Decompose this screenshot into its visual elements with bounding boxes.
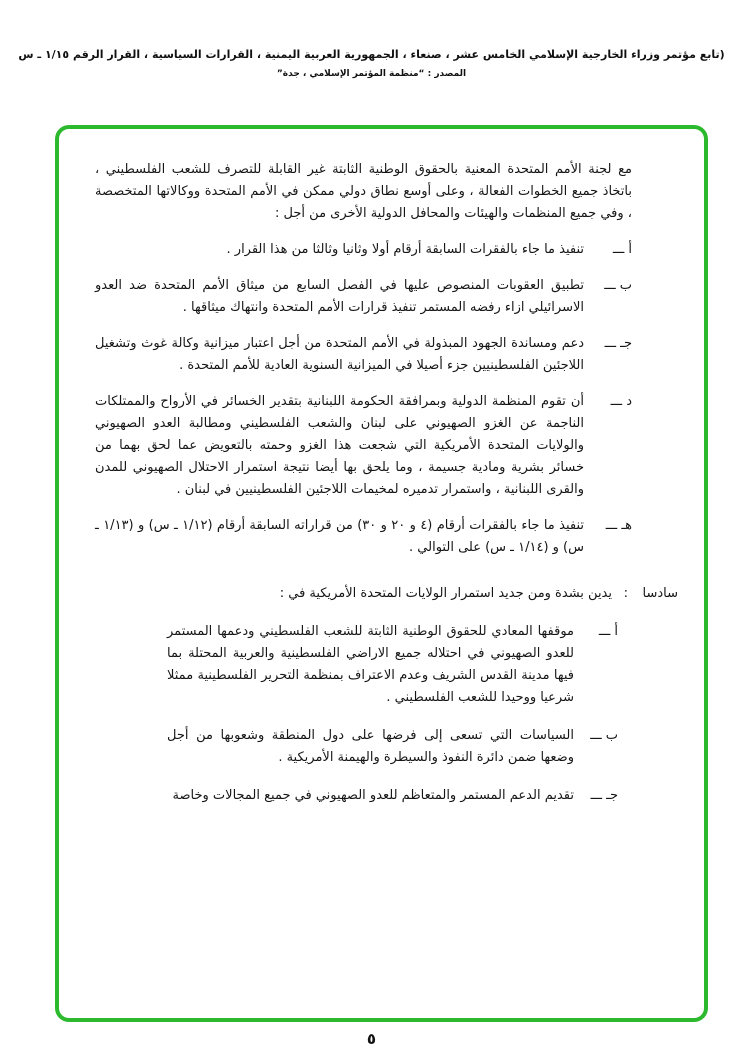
clause-marker: أ ـــ — [612, 242, 632, 257]
header-source: المصدر : “منظمة المؤتمر الإسلامي ، جدة” — [276, 69, 467, 79]
page-number: ٥ — [366, 1030, 377, 1048]
clause-text: موقفها المعادي للحقوق الوطنية الثابتة للشعب الفلسطيني ودعمها المستمر للعدو الصهيوني في احتلاله جميع الاراضي الفلسطينية والعربية المحتلة بما فيها مدينة القدس الشريف وعدم الاعتراف بمنظمة التحرير الفلسطينية ممثلا شرعيا ووحيدا للشعب الفلسطيني . — [167, 624, 574, 705]
clause-marker: د ـــ — [610, 394, 632, 409]
clause-text: السياسات التي تسعى إلى فرضها على دول المنطقة وشعوبها من أجل وضعها ضمن دائرة النفوذ والسيطرة والهيمنة الأمريكية . — [167, 728, 574, 765]
list-item — [95, 391, 632, 501]
intro-paragraph: مع لجنة الأمم المتحدة المعنية بالحقوق الوطنية الثابتة غير القابلة للتصرف للشعب الفلسطيني ، باتخاذ جميع الخطوات الفعالة ، وعلى أوسع نطاق دولي ممكن في الأمم المتحدة ووكالاتها المتخصصة ، وفي جميع المنظمات والهيئات والمحافل الدولية الأخرى من أجل : — [95, 162, 632, 221]
clause-text: تنفيذ ما جاء بالفقرات السابقة أرقام أولا وثانيا وثالثا من هذا القرار . — [226, 242, 584, 257]
clause-text: أن تقوم المنظمة الدولية وبمرافقة الحكومة اللبنانية بتقدير الخسائر في الأرواح والممتلكات الناجمة عن الغزو الصهيوني على لبنان والشعب الفلسطيني ومطالبة العدو الصهيوني والولايات المتحدة الأمريكية التي شجعت هذا الغزو وحمته بالتعويض عما لحق بهما من خسائر بشرية ومادية جسيمة ، وما يلحق بها أيضا نتيجة استمرار الاحتلال الصهيوني للمدن والقرى اللبنانية ، واستمرار تدميره لمخيمات اللاجئين الفلسطينيين في لبنان . — [95, 394, 584, 497]
section-text: يدين بشدة ومن جديد استمرار الولايات المتحدة الأمريكية في : — [279, 586, 612, 601]
clause-marker: جـ ـــ — [590, 788, 618, 803]
clause-marker: ب ـــ — [604, 278, 632, 293]
clause-text: دعم ومساندة الجهود المبذولة في الأمم المتحدة من أجل اعتبار ميزانية وكالة غوث وتشغيل اللاجئين الفلسطينيين جزء أصيلا في الميزانية السنوية العادية للأمم المتحدة . — [95, 336, 584, 373]
clause-text: تنفيذ ما جاء بالفقرات أرقام (٤ و ٢٠ و ٣٠) من قراراته السابقة أرقام (١/١٢ ـ س) و (١/١٣ ـ س) و (١/١٤ ـ س) على التوالي . — [95, 518, 584, 555]
clause-list — [95, 239, 632, 559]
section-label: سادسا — [642, 586, 678, 601]
list-item — [167, 785, 618, 807]
document-body — [59, 129, 704, 807]
list-item — [95, 515, 632, 559]
clause-marker: ب ـــ — [590, 728, 618, 743]
clause-marker: هـ ـــ — [605, 518, 632, 533]
list-item — [167, 725, 618, 769]
document-header — [0, 48, 743, 79]
list-item — [167, 621, 618, 709]
clause-text: تطبيق العقوبات المنصوص عليها في الفصل السابع من ميثاق الأمم المتحدة ضد العدو الاسرائيلي ازاء رفضه المستمر تنفيذ قرارات الأمم المتحدة وانتهاك ميثاقها . — [95, 278, 584, 315]
clause-marker: أ ـــ — [598, 624, 618, 639]
clause-text: تقديم الدعم المستمر والمتعاظم للعدو الصهيوني في جميع المجالات وخاصة — [172, 788, 574, 803]
header-title: (تابع مؤتمر وزراء الخارجية الإسلامي الخامس عشر ، صنعاء ، الجمهورية العربية اليمنية ، القرارات السياسية ، القرار الرقم ١/١٥ ـ س — [18, 48, 725, 61]
sub-clause-list — [167, 621, 618, 807]
list-item — [95, 275, 632, 319]
section-colon: : — [623, 586, 628, 601]
green-border-frame — [55, 125, 708, 1022]
list-item — [95, 239, 632, 261]
clause-marker: جـ ـــ — [604, 336, 632, 351]
list-item — [95, 333, 632, 377]
section-sixth — [95, 583, 678, 605]
